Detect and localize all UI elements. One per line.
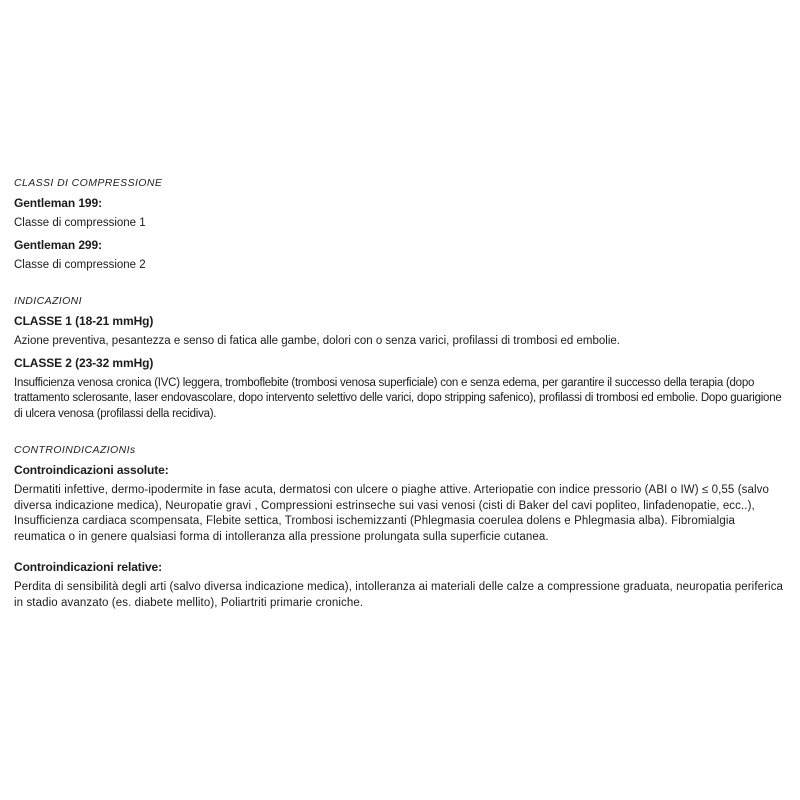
section-classi-di-compressione	[14, 175, 786, 273]
subheading-classe-1: CLASSE 1 (18-21 mmHg)	[14, 314, 154, 328]
section-controindicazioni	[14, 442, 786, 611]
product-description	[14, 175, 786, 631]
subheading-classe-2: CLASSE 2 (23-32 mmHg)	[14, 355, 154, 370]
paragraph: Azione preventiva, pesantezza e senso di fatica alle gambe, dolori con o senza varici, profilassi di trombosi ed embolie.	[14, 335, 620, 347]
subheading-controindicazioni-relative: Controindicazioni relative:	[14, 560, 162, 574]
section-heading: CONTROINDICAZIONIs	[14, 444, 136, 456]
section-heading: INDICAZIONI	[14, 295, 82, 307]
section-indicazioni	[14, 293, 786, 422]
paragraph: Classe di compressione 2	[14, 258, 146, 271]
section-heading: CLASSI DI COMPRESSIONE	[14, 177, 163, 189]
paragraph: Perdita di sensibilità degli arti (salvo diversa indicazione medica), intolleranza ai materiali delle calze a compressione graduata, neuropatia periferica in stadio avanzato (es. diabete mellito), Poliartriti primarie croniche.	[14, 581, 784, 609]
subheading-gentleman-199: Gentleman 199:	[14, 196, 102, 210]
paragraph: Classe di compressione 1	[14, 217, 146, 229]
subheading-gentleman-299: Gentleman 299:	[14, 237, 102, 252]
paragraph: Insufficienza venosa cronica (IVC) leggera, tromboflebite (trombosi venosa superficiale) con e senza edema, per garantire il successo della terapia (dopo trattamento sclerosante, laser endovascolare, dopo intervento selettivo delle varici, dopo stripping safenico), profilassi di trombosi ed embolie. Dopo guarigione di ulcera venosa (profilassi della recidiva).	[14, 376, 782, 420]
paragraph: Dermatiti infettive, dermo-ipodermite in fase acuta, dermatosi con ulcere o piaghe attive. Arteriopatie con indice pressorio (ABI o IW) ≤ 0,55 (salvo diversa indicazione medica), Neuropatie gravi , Compressioni estrinseche sui vasi venosi (cisti di Baker del cavi popliteo, linfadenopatie, ecc..), Insufficienza cardiaca scompensata, Flebite settica, Trombosi ischemizzanti (Phlegmasia coerulea dolens e Phlegmasia alba). Fibromialgia reumatica o in genere qualsiasi forma di intolleranza alla pressione prolungata sulla superficie cutanea.	[14, 484, 769, 543]
subheading-controindicazioni-assolute: Controindicazioni assolute:	[14, 463, 169, 477]
